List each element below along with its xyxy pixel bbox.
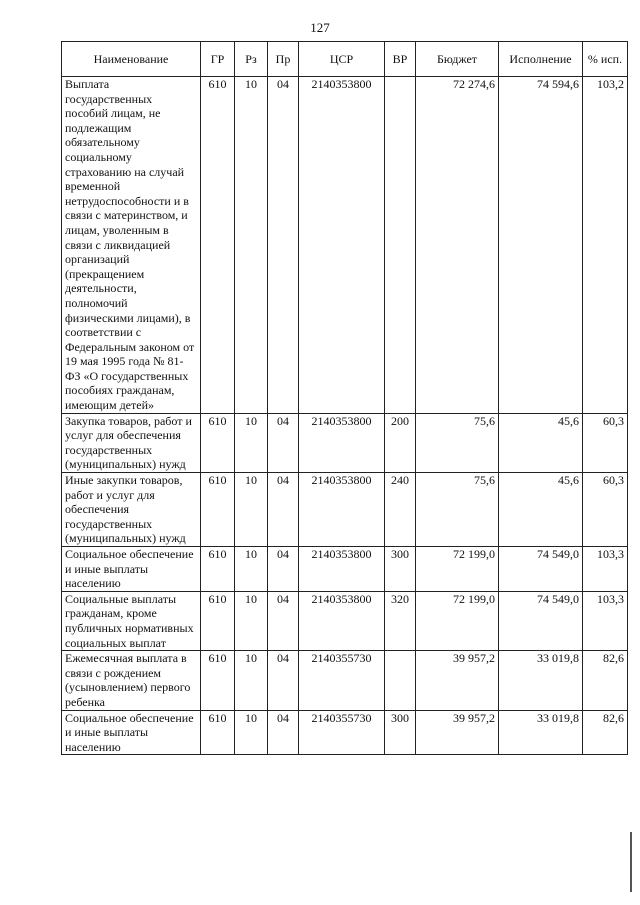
row-percent: 103,3: [583, 591, 628, 650]
table-row: [62, 710, 628, 755]
row-budget: 75,6: [416, 413, 499, 472]
row-budget: 72 199,0: [416, 591, 499, 650]
table-row: [62, 591, 628, 650]
row-execution: 74 594,6: [499, 77, 583, 414]
budget-execution-table: [61, 41, 628, 755]
row-vr: 200: [385, 413, 416, 472]
row-percent: 103,2: [583, 77, 628, 414]
table-row: [62, 413, 628, 472]
row-rz: 10: [235, 547, 268, 592]
table-row: [62, 547, 628, 592]
scan-edge-mark: [630, 832, 632, 892]
row-gr: 610: [201, 547, 235, 592]
row-csr: 2140355730: [299, 710, 385, 755]
row-vr: [385, 77, 416, 414]
row-csr: 2140353800: [299, 473, 385, 547]
row-pr: 04: [268, 591, 299, 650]
row-percent: 82,6: [583, 651, 628, 710]
row-vr: 300: [385, 547, 416, 592]
row-execution: 33 019,8: [499, 651, 583, 710]
header-budget: Бюджет: [416, 42, 499, 77]
row-vr: [385, 651, 416, 710]
row-name: Закупка товаров, работ и услуг для обеспечения государственных (муниципальных) нужд: [62, 413, 201, 472]
row-percent: 60,3: [583, 413, 628, 472]
row-execution: 45,6: [499, 473, 583, 547]
row-percent: 60,3: [583, 473, 628, 547]
row-csr: 2140353800: [299, 413, 385, 472]
row-vr: 320: [385, 591, 416, 650]
row-percent: 82,6: [583, 710, 628, 755]
row-csr: 2140355730: [299, 651, 385, 710]
row-execution: 74 549,0: [499, 547, 583, 592]
row-name: Социальное обеспечение и иные выплаты населению: [62, 710, 201, 755]
row-pr: 04: [268, 547, 299, 592]
row-csr: 2140353800: [299, 591, 385, 650]
row-gr: 610: [201, 651, 235, 710]
row-pr: 04: [268, 651, 299, 710]
header-pr: Пр: [268, 42, 299, 77]
row-execution: 45,6: [499, 413, 583, 472]
row-gr: 610: [201, 413, 235, 472]
row-name: Иные закупки товаров, работ и услуг для обеспечения государственных (муниципальных) нужд: [62, 473, 201, 547]
row-vr: 300: [385, 710, 416, 755]
row-budget: 39 957,2: [416, 651, 499, 710]
row-rz: 10: [235, 591, 268, 650]
row-name: Социальные выплаты гражданам, кроме публичных нормативных социальных выплат: [62, 591, 201, 650]
table-row: [62, 473, 628, 547]
row-gr: 610: [201, 473, 235, 547]
row-rz: 10: [235, 77, 268, 414]
table-header-row: [62, 42, 628, 77]
row-gr: 610: [201, 591, 235, 650]
row-pr: 04: [268, 710, 299, 755]
row-budget: 72 274,6: [416, 77, 499, 414]
row-percent: 103,3: [583, 547, 628, 592]
header-execution: Исполнение: [499, 42, 583, 77]
row-budget: 72 199,0: [416, 547, 499, 592]
row-budget: 75,6: [416, 473, 499, 547]
row-csr: 2140353800: [299, 77, 385, 414]
header-name: Наименование: [62, 42, 201, 77]
page-number: 127: [310, 20, 330, 35]
row-pr: 04: [268, 413, 299, 472]
row-rz: 10: [235, 413, 268, 472]
table-row: [62, 651, 628, 710]
header-percent: % исп.: [583, 42, 628, 77]
row-gr: 610: [201, 710, 235, 755]
header-gr: ГР: [201, 42, 235, 77]
header-vr: ВР: [385, 42, 416, 77]
row-execution: 74 549,0: [499, 591, 583, 650]
row-pr: 04: [268, 77, 299, 414]
header-rz: Рз: [235, 42, 268, 77]
row-execution: 33 019,8: [499, 710, 583, 755]
row-gr: 610: [201, 77, 235, 414]
row-csr: 2140353800: [299, 547, 385, 592]
table-row: [62, 77, 628, 414]
row-rz: 10: [235, 651, 268, 710]
row-budget: 39 957,2: [416, 710, 499, 755]
row-rz: 10: [235, 473, 268, 547]
row-vr: 240: [385, 473, 416, 547]
row-pr: 04: [268, 473, 299, 547]
row-name: Социальное обеспечение и иные выплаты населению: [62, 547, 201, 592]
row-name: Выплата государственных пособий лицам, не подлежащим обязательному социальному страхованию на случай временной нетрудоспособности и в связи с материнством, и лицам, уволенным в связи с ликвидацией организаций (прекращением деятельности, полномочий физическими лицами), в соответствии с Федеральным законом от 19 мая 1995 года № 81-ФЗ «О государственных пособиях гражданам, имеющим детей»: [62, 77, 201, 414]
header-csr: ЦСР: [299, 42, 385, 77]
row-rz: 10: [235, 710, 268, 755]
row-name: Ежемесячная выплата в связи с рождением (усыновлением) первого ребенка: [62, 651, 201, 710]
